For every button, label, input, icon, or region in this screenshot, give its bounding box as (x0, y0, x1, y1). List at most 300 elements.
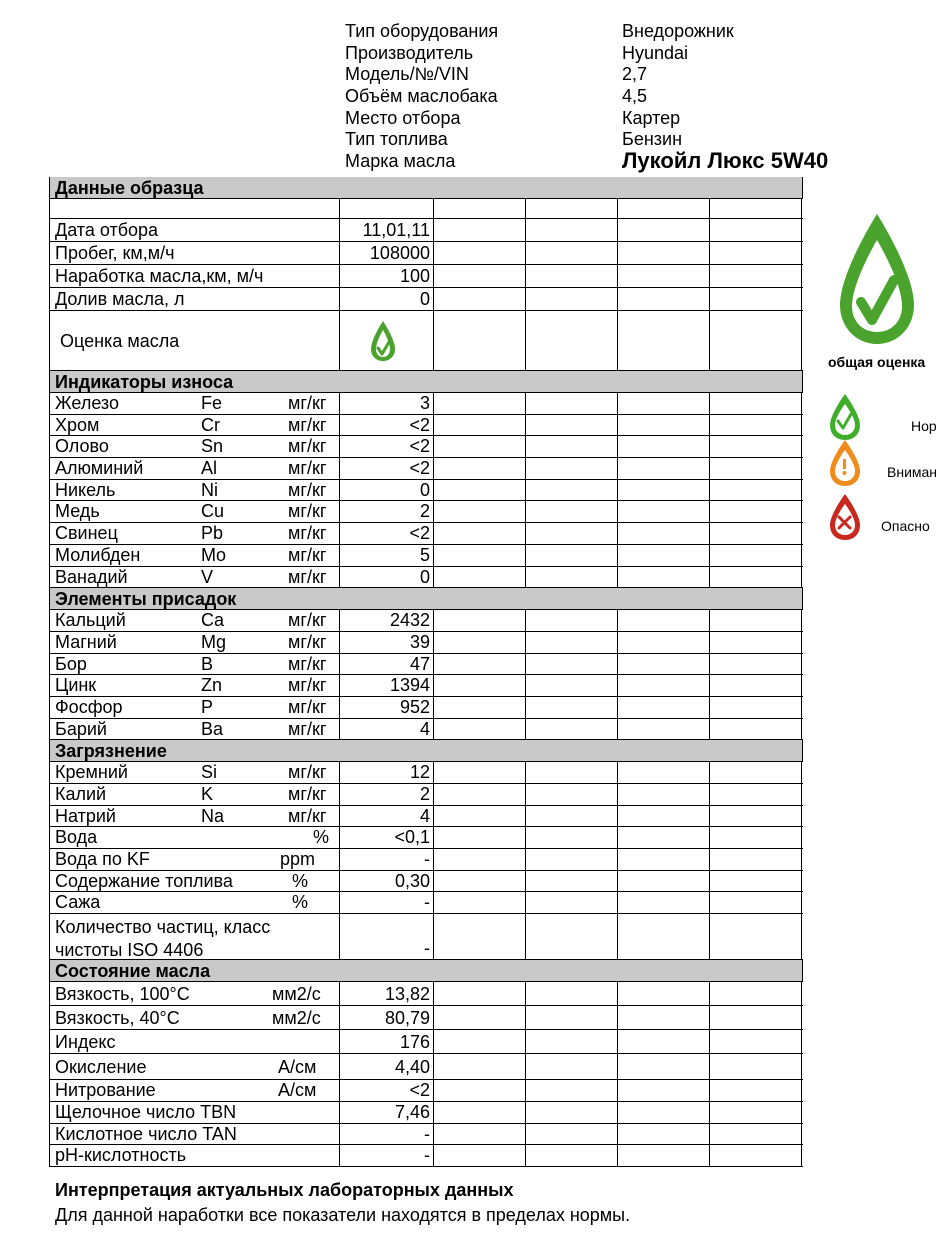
table-cell (434, 1080, 526, 1101)
section-header (50, 740, 803, 762)
table-cell (434, 610, 526, 631)
row-unit: мм2/с (272, 1008, 321, 1029)
table-cell (710, 288, 802, 310)
header-row (345, 64, 925, 86)
table-cell (710, 1124, 802, 1145)
section-title: Данные образца (55, 178, 204, 198)
table-cell (340, 849, 434, 870)
table-cell (50, 199, 340, 218)
row-label: Содержание топлива (55, 870, 233, 891)
row-unit: мг/кг (288, 501, 327, 522)
header-key: Место отбора (345, 107, 461, 128)
table-cell (434, 914, 526, 959)
table-cell (526, 1054, 618, 1079)
row-value: 13,82 (384, 984, 430, 1005)
table-row (50, 849, 803, 871)
row-value: 1394 (389, 675, 430, 696)
oil-rating-row (50, 311, 803, 371)
table-cell (434, 1124, 526, 1145)
table-cell (434, 806, 526, 827)
table-cell (526, 784, 618, 805)
row-value: 3 (419, 393, 430, 413)
element-symbol: Mg (201, 631, 227, 652)
row-value: - (424, 892, 430, 913)
table-cell (526, 762, 618, 783)
header-value: Картер (622, 107, 681, 128)
element-symbol: Si (201, 762, 218, 783)
section-header (50, 371, 803, 393)
table-cell (526, 1030, 618, 1053)
table-cell (710, 311, 802, 370)
header-value: 4,5 (622, 86, 648, 107)
table-cell (526, 849, 618, 870)
row-label: Никель (55, 479, 116, 500)
table-cell (618, 1124, 710, 1145)
table-row (50, 762, 803, 784)
table-cell (526, 501, 618, 522)
table-cell (618, 311, 710, 370)
table-cell (434, 1102, 526, 1123)
row-label: Хром (55, 414, 100, 435)
table-cell (618, 762, 710, 783)
table-cell (618, 501, 710, 522)
header-row (345, 108, 925, 130)
table-cell (618, 892, 710, 913)
table-cell (618, 784, 710, 805)
table-row (50, 1124, 803, 1146)
element-symbol: Ni (201, 479, 218, 500)
element-symbol: P (201, 696, 214, 717)
row-value: 952 (399, 696, 430, 717)
table-cell (434, 265, 526, 287)
row-value: 4 (419, 805, 430, 826)
element-symbol: Al (201, 458, 218, 479)
table-cell (526, 914, 618, 959)
table-cell (618, 523, 710, 544)
row-unit: мг/кг (288, 631, 327, 652)
table-cell (618, 545, 710, 566)
table-cell (340, 914, 434, 959)
header-row (345, 148, 925, 174)
table-cell (526, 892, 618, 913)
table-row (50, 219, 803, 242)
overall-rating-label: общая оценка (828, 354, 926, 370)
row-unit: А/см (278, 1057, 317, 1078)
table-row (50, 632, 803, 654)
row-unit: мг/кг (288, 653, 327, 674)
table-row (50, 436, 803, 458)
element-symbol: B (201, 653, 214, 674)
interpretation-text: Для данной наработки все показатели находятся в пределах нормы. (55, 1205, 631, 1225)
table-cell (434, 288, 526, 310)
header-row (345, 43, 925, 65)
table-cell (710, 480, 802, 501)
cross-drop-icon (826, 492, 864, 547)
row-value: 5 (419, 544, 430, 565)
row-unit: мг/кг (288, 610, 327, 631)
row-label: Молибден (55, 544, 141, 565)
table-row (50, 523, 803, 545)
table-row (50, 871, 803, 893)
element-symbol: Sn (201, 436, 224, 457)
table-cell (526, 393, 618, 414)
table-cell (434, 415, 526, 436)
section-title: Состояние масла (55, 961, 211, 982)
table-row (50, 199, 803, 219)
table-row (50, 1006, 803, 1030)
row-label: Индекс (55, 1032, 116, 1053)
table-cell (710, 914, 802, 959)
table-cell (710, 523, 802, 544)
table-cell (618, 827, 710, 848)
row-unit: мг/кг (288, 696, 327, 717)
header-value: Hyundai (622, 42, 689, 63)
table-cell (434, 480, 526, 501)
element-symbol: V (201, 566, 214, 587)
row-unit: мг/кг (288, 436, 327, 457)
header-key: Тип оборудования (345, 21, 499, 41)
row-label: Железо (55, 393, 119, 413)
table-cell (710, 784, 802, 805)
table-cell (618, 1006, 710, 1029)
table-row (50, 545, 803, 567)
header-row (345, 21, 925, 43)
header-value: 2,7 (622, 64, 648, 85)
table-cell (526, 1145, 618, 1166)
table-cell (526, 523, 618, 544)
table-cell (710, 545, 802, 566)
element-symbol: Mo (201, 544, 227, 565)
row-label: Наработка масла,км, м/ч (55, 266, 264, 286)
table-row (50, 242, 803, 265)
table-cell (434, 827, 526, 848)
results-table (49, 177, 803, 1167)
table-cell (618, 480, 710, 501)
row-unit: мг/кг (288, 675, 327, 696)
table-cell (618, 567, 710, 588)
table-cell (434, 1145, 526, 1166)
exclamation-drop-icon (826, 438, 864, 493)
row-unit: % (292, 892, 309, 913)
table-cell (618, 914, 710, 959)
row-unit: мг/кг (288, 762, 327, 783)
table-cell (618, 654, 710, 675)
table-cell (526, 1102, 618, 1123)
table-cell (340, 199, 434, 218)
header-key: Производитель (345, 42, 474, 63)
table-cell (710, 1030, 802, 1053)
table-row (50, 1102, 803, 1124)
row-label: Калий (55, 784, 107, 804)
table-cell (618, 265, 710, 287)
table-cell (710, 1080, 802, 1101)
row-value: 0 (419, 566, 430, 587)
table-cell (526, 871, 618, 892)
table-cell (710, 501, 802, 522)
table-cell (710, 219, 802, 241)
header-key: Тип топлива (345, 129, 448, 150)
table-cell (526, 1006, 618, 1029)
table-cell (526, 1124, 618, 1145)
table-cell (434, 982, 526, 1005)
row-value: - (424, 1123, 430, 1144)
row-value: 7,46 (394, 1101, 430, 1122)
row-label: Сажа (55, 892, 101, 913)
section-header (50, 588, 803, 610)
element-symbol: Zn (201, 675, 223, 696)
table-cell (526, 982, 618, 1005)
table-cell (710, 827, 802, 848)
row-label: Вязкость, 40°С (55, 1008, 180, 1029)
table-row (50, 784, 803, 806)
table-cell (526, 458, 618, 479)
table-cell (434, 436, 526, 457)
table-cell (434, 199, 526, 218)
table-cell (434, 719, 526, 740)
table-row (50, 1054, 803, 1080)
table-cell (434, 632, 526, 653)
row-value: 176 (399, 1032, 430, 1053)
table-row (50, 697, 803, 719)
row-unit: % (313, 827, 330, 848)
table-row (50, 415, 803, 437)
table-row (50, 806, 803, 828)
table-cell (710, 871, 802, 892)
table-row (50, 1080, 803, 1102)
row-value: 47 (409, 653, 430, 674)
table-cell (710, 393, 802, 414)
oil-rating-label: Оценка масла (60, 331, 180, 351)
row-unit: ppm (280, 849, 316, 870)
header-key: Марка масла (345, 151, 456, 172)
row-label: Вязкость, 100°С (55, 984, 190, 1005)
table-cell (710, 762, 802, 783)
row-label: Кремний (55, 762, 128, 783)
header-key: Объём маслобака (345, 86, 498, 107)
table-row (50, 458, 803, 480)
table-cell (434, 523, 526, 544)
element-symbol: K (201, 784, 214, 804)
table-cell (526, 1080, 618, 1101)
table-cell (618, 1054, 710, 1079)
table-cell (434, 567, 526, 588)
row-value: <2 (409, 414, 430, 435)
table-cell (526, 827, 618, 848)
row-value: <2 (409, 436, 430, 457)
table-cell (710, 1145, 802, 1166)
interpretation-title: Интерпретация актуальных лабораторных данных (55, 1180, 514, 1200)
row-value: 0,30 (394, 870, 430, 891)
table-cell (526, 545, 618, 566)
table-cell (710, 892, 802, 913)
table-cell (526, 288, 618, 310)
element-symbol: Ba (201, 718, 224, 739)
table-cell (710, 1006, 802, 1029)
row-label: Олово (55, 436, 109, 457)
row-unit: мг/кг (288, 414, 327, 435)
table-row (50, 501, 803, 523)
table-cell (434, 393, 526, 414)
row-label: Вода по KF (55, 849, 150, 870)
table-cell (434, 849, 526, 870)
table-cell (434, 219, 526, 241)
table-cell (340, 1145, 434, 1166)
row-value: 80,79 (384, 1008, 430, 1029)
table-cell (434, 458, 526, 479)
row-label: Кальций (55, 610, 126, 631)
element-symbol: Fe (201, 393, 223, 413)
element-symbol: Ca (201, 610, 225, 631)
table-cell (526, 632, 618, 653)
table-cell (710, 1054, 802, 1079)
table-cell (434, 501, 526, 522)
table-cell (340, 1124, 434, 1145)
row-label: Медь (55, 501, 100, 522)
table-cell (526, 806, 618, 827)
table-cell (710, 265, 802, 287)
table-row (50, 654, 803, 676)
legend-label: Вниман (887, 464, 938, 480)
table-cell (710, 610, 802, 631)
table-row (50, 719, 803, 741)
table-cell (434, 697, 526, 718)
element-symbol: Cr (201, 414, 220, 435)
table-cell (526, 219, 618, 241)
table-row (50, 675, 803, 697)
row-value: 4 (419, 718, 430, 739)
table-cell (618, 806, 710, 827)
row-value: 0 (419, 479, 430, 500)
table-cell (434, 654, 526, 675)
table-cell (710, 675, 802, 696)
table-cell (618, 1102, 710, 1123)
row-unit: мг/кг (288, 458, 327, 479)
table-row (50, 393, 803, 415)
table-cell (710, 415, 802, 436)
table-cell (618, 610, 710, 631)
table-cell (618, 1030, 710, 1053)
table-row (50, 982, 803, 1006)
table-cell (618, 199, 710, 218)
table-cell (710, 436, 802, 457)
row-label: pH-кислотность (55, 1145, 187, 1166)
element-symbol: Pb (201, 523, 224, 544)
table-cell (618, 242, 710, 264)
legend-label: Нор (911, 418, 937, 434)
table-row (50, 480, 803, 502)
table-cell (618, 393, 710, 414)
row-label: Ванадий (55, 566, 128, 587)
table-row (50, 1145, 803, 1167)
section-header (50, 960, 803, 982)
row-value: <0,1 (394, 827, 430, 848)
header-value: Лукойл Люкс 5W40 (622, 148, 829, 174)
table-cell (526, 436, 618, 457)
table-cell (618, 675, 710, 696)
row-label: Пробег, км,м/ч (55, 243, 175, 263)
row-unit: мм2/с (272, 984, 321, 1005)
row-value: - (424, 849, 430, 870)
table-row (50, 610, 803, 632)
row-unit: мг/кг (288, 784, 327, 804)
table-cell (434, 784, 526, 805)
table-cell (618, 719, 710, 740)
table-cell (434, 311, 526, 370)
table-cell (710, 199, 802, 218)
table-cell (526, 265, 618, 287)
row-label: Алюминий (55, 458, 144, 479)
row-label: Дата отбора (55, 220, 159, 240)
table-cell (710, 719, 802, 740)
table-cell (710, 849, 802, 870)
row-value: 108000 (369, 243, 430, 263)
element-symbol: Cu (201, 501, 225, 522)
legend-label: Опасно (881, 518, 930, 534)
table-cell (710, 654, 802, 675)
table-cell (526, 675, 618, 696)
table-cell (526, 610, 618, 631)
row-label: Магний (55, 631, 117, 652)
table-row (50, 288, 803, 311)
table-cell (526, 415, 618, 436)
table-cell (618, 458, 710, 479)
table-cell (618, 849, 710, 870)
table-cell (526, 567, 618, 588)
header-key: Модель/№/VIN (345, 64, 469, 85)
row-value: 11,01,11 (362, 220, 430, 240)
table-cell (710, 567, 802, 588)
table-cell (618, 219, 710, 241)
table-cell (618, 288, 710, 310)
row-unit: А/см (278, 1080, 317, 1101)
table-cell (526, 697, 618, 718)
table-cell (618, 871, 710, 892)
overall-rating-icon (832, 210, 922, 350)
table-row (50, 265, 803, 288)
row-value: 0 (419, 289, 430, 309)
table-cell (526, 242, 618, 264)
row-label: Цинк (55, 675, 97, 696)
table-cell (710, 982, 802, 1005)
table-cell (526, 480, 618, 501)
row-value: <2 (409, 1080, 430, 1101)
table-cell (434, 892, 526, 913)
table-cell (618, 982, 710, 1005)
table-row (50, 892, 803, 914)
row-unit: мг/кг (288, 566, 327, 587)
table-cell (710, 697, 802, 718)
row-label: Долив масла, л (55, 289, 185, 309)
row-label: Кислотное число TAN (55, 1123, 237, 1144)
header-value: Внедорожник (622, 21, 734, 41)
table-cell (434, 762, 526, 783)
row-label: Свинец (55, 523, 118, 544)
table-cell (434, 242, 526, 264)
table-row (50, 567, 803, 589)
table-cell (618, 1080, 710, 1101)
element-symbol: Na (201, 805, 225, 826)
row-unit: % (292, 870, 309, 891)
row-label: Нитрование (55, 1080, 156, 1101)
row-label: Бор (55, 653, 87, 674)
row-value: 39 (409, 631, 430, 652)
table-cell (434, 545, 526, 566)
table-cell (710, 806, 802, 827)
row-label: Натрий (55, 805, 116, 826)
table-cell (618, 1145, 710, 1166)
row-label: Окисление (55, 1057, 147, 1078)
row-value: - (424, 938, 430, 959)
